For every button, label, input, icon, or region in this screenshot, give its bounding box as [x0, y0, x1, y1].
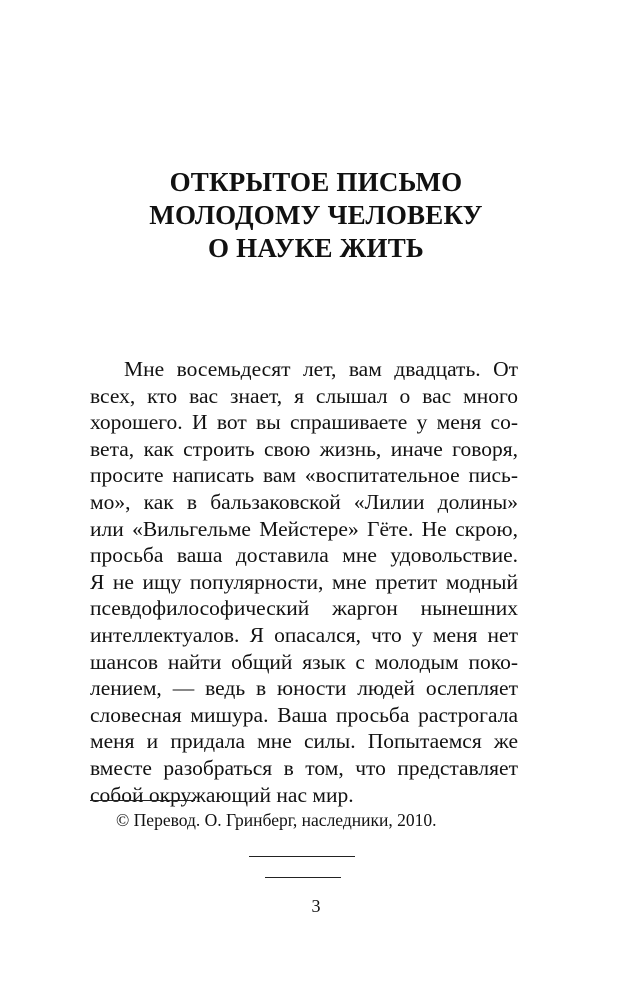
text-line: или «Вильгельме Мейстере» Гёте. Не скрою, — [90, 516, 518, 541]
text-line: просите написать вам «воспитательное пись- — [90, 463, 518, 488]
text-line: словесная мишура. Ваша просьба растрогала — [90, 702, 518, 727]
text-line: шансов найти общий язык с молодым поко- — [90, 649, 518, 674]
chapter-title-line: ОТКРЫТОЕ ПИСЬМО — [169, 167, 463, 197]
text-line: Я не ищу популярности, мне претит модный — [90, 569, 518, 594]
text-line: просьба ваша доставила мне удовольствие. — [90, 543, 518, 568]
text-line: собой окружающий нас мир. — [90, 782, 354, 807]
page-divider-upper — [249, 856, 355, 857]
text-line: меня и придала мне силы. Попытаемся же — [90, 729, 518, 754]
body-paragraph — [90, 356, 518, 808]
page-number: 3 — [311, 896, 321, 916]
text-line: интеллектуалов. Я опасался, что у меня нет — [90, 622, 518, 647]
footnote-divider — [90, 800, 195, 801]
text-line: мо», как в бальзаковской «Лилии долины» — [90, 489, 518, 514]
text-line: вместе разобраться в том, что представляет — [90, 755, 518, 780]
page-divider-lower — [265, 877, 341, 878]
text-line: всех, кто вас знает, я слышал о вас много — [90, 383, 518, 408]
text-line: лением, — ведь в юности людей ослепляет — [90, 676, 518, 701]
footnote-copyright: © Перевод. О. Гринберг, наследники, 2010. — [116, 810, 437, 830]
chapter-title — [0, 166, 632, 265]
text-line: хорошего. И вот вы спрашиваете у меня со- — [90, 410, 518, 435]
text-line: псевдофилософический жаргон нынешних — [90, 596, 518, 621]
chapter-title-line: МОЛОДОМУ ЧЕЛОВЕКУ — [149, 200, 483, 230]
chapter-title-line: О НАУКЕ ЖИТЬ — [208, 233, 424, 263]
text-line: вета, как строить свою жизнь, иначе говоря, — [90, 436, 518, 461]
text-line: Мне восемьдесят лет, вам двадцать. От — [124, 357, 518, 381]
